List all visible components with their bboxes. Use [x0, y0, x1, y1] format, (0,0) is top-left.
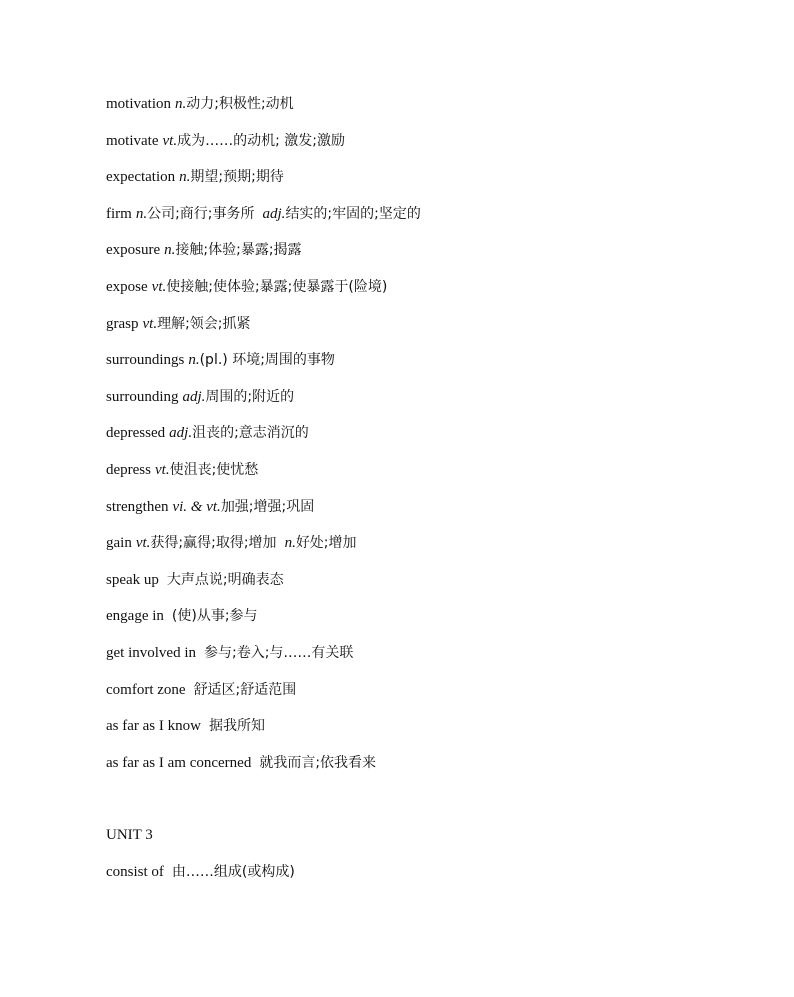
vocab-word: strengthen — [106, 498, 169, 515]
vocab-entry — [106, 641, 746, 678]
chinese-definition: 理解;领会;抓紧 — [157, 315, 251, 332]
part-of-speech: adj. — [169, 425, 193, 442]
vocab-entry — [106, 202, 746, 239]
chinese-definition: 接触;体验;暴露;揭露 — [175, 242, 302, 259]
vocab-entry — [106, 714, 746, 751]
part-of-speech: adj. — [182, 388, 206, 405]
chinese-definition: 大声点说;明确表态 — [166, 571, 284, 588]
vocab-word: exposure — [106, 242, 161, 259]
vocab-entry — [106, 860, 295, 897]
chinese-definition: 公司;商行;事务所 — [147, 205, 255, 222]
vocab-word: gain — [106, 535, 132, 552]
vocab-word: motivate — [106, 132, 159, 149]
chinese-definition: 周围的;附近的 — [205, 388, 295, 405]
vocab-entry — [106, 238, 746, 275]
vocab-word: expectation — [106, 169, 176, 186]
vocab-word: surrounding — [106, 388, 179, 405]
vocab-entry — [106, 275, 746, 312]
part-of-speech: n. — [179, 169, 191, 186]
chinese-definition: 沮丧的;意志消沉的 — [192, 425, 309, 442]
vocab-entry — [106, 129, 746, 166]
part-of-speech: vi. & vt. — [172, 498, 221, 515]
chinese-definition: (pl.) 环境;周围的事物 — [199, 352, 335, 369]
chinese-definition: 舒适区;舒适范围 — [193, 681, 297, 698]
vocabulary-list — [106, 92, 746, 787]
chinese-definition: 结实的;牢固的;坚定的 — [285, 205, 421, 222]
chinese-definition: 成为……的动机; 激发;激励 — [177, 132, 345, 149]
vocab-word: depress — [106, 461, 151, 478]
chinese-definition: 据我所知 — [208, 718, 265, 735]
chinese-definition: 动力;积极性;动机 — [186, 96, 294, 112]
chinese-definition: 参与;卷入;与……有关联 — [204, 644, 354, 661]
vocab-word: consist of — [106, 864, 164, 880]
part-of-speech: vt. — [151, 278, 167, 295]
vocab-word: get involved in — [106, 644, 196, 661]
vocab-entry — [106, 348, 746, 385]
vocab-word: motivation — [106, 96, 171, 112]
vocab-entry — [106, 312, 746, 349]
part-of-speech: n. — [135, 205, 148, 222]
vocab-word: as far as I know — [106, 718, 201, 735]
unit-heading: UNIT 3 — [106, 827, 153, 843]
part-of-speech: n. — [188, 352, 200, 369]
vocab-word: depressed — [106, 425, 166, 442]
vocab-word: engage in — [106, 608, 164, 625]
vocab-entry — [106, 495, 746, 532]
chinese-definition: 就我而言;依我看来 — [259, 754, 377, 771]
vocab-entry — [106, 421, 746, 458]
chinese-definition: 使沮丧;使忧愁 — [169, 461, 259, 478]
part-of-speech: n. — [284, 535, 296, 552]
part-of-speech: n. — [164, 242, 176, 259]
vocab-word: grasp — [106, 315, 139, 332]
chinese-definition: 获得;赢得;取得;增加 — [150, 535, 277, 552]
vocab-entry — [106, 568, 746, 605]
vocab-word: surroundings — [106, 352, 185, 369]
part-of-speech: adj. — [262, 205, 286, 222]
vocab-entry — [106, 165, 746, 202]
vocab-entry — [106, 92, 746, 129]
vocab-word: speak up — [106, 571, 159, 588]
vocab-word: as far as I am concerned — [106, 754, 252, 771]
part-of-speech: n. — [175, 96, 187, 112]
chinese-definition: 好处;增加 — [295, 535, 357, 552]
part-of-speech: vt. — [135, 535, 151, 552]
part-of-speech: vt. — [142, 315, 158, 332]
vocab-word: expose — [106, 278, 148, 295]
vocab-word: comfort zone — [106, 681, 186, 698]
part-of-speech: vt. — [155, 461, 170, 478]
vocab-entry — [106, 751, 746, 788]
vocab-entry — [106, 458, 746, 495]
chinese-definition: 使接触;使体验;暴露;使暴露于(险境) — [166, 278, 388, 295]
chinese-definition: (使)从事;参与 — [171, 608, 258, 625]
chinese-definition: 期望;预期;期待 — [190, 169, 284, 186]
vocab-word: firm — [106, 205, 132, 222]
part-of-speech: vt. — [162, 132, 178, 149]
vocab-entry — [106, 604, 746, 641]
vocab-entry — [106, 678, 746, 715]
chinese-definition: 加强;增强;巩固 — [220, 498, 315, 515]
vocab-entry — [106, 385, 746, 422]
vocab-entry — [106, 531, 746, 568]
unit-3-vocabulary-list — [106, 860, 295, 897]
chinese-definition: 由……组成(或构成) — [171, 864, 295, 880]
